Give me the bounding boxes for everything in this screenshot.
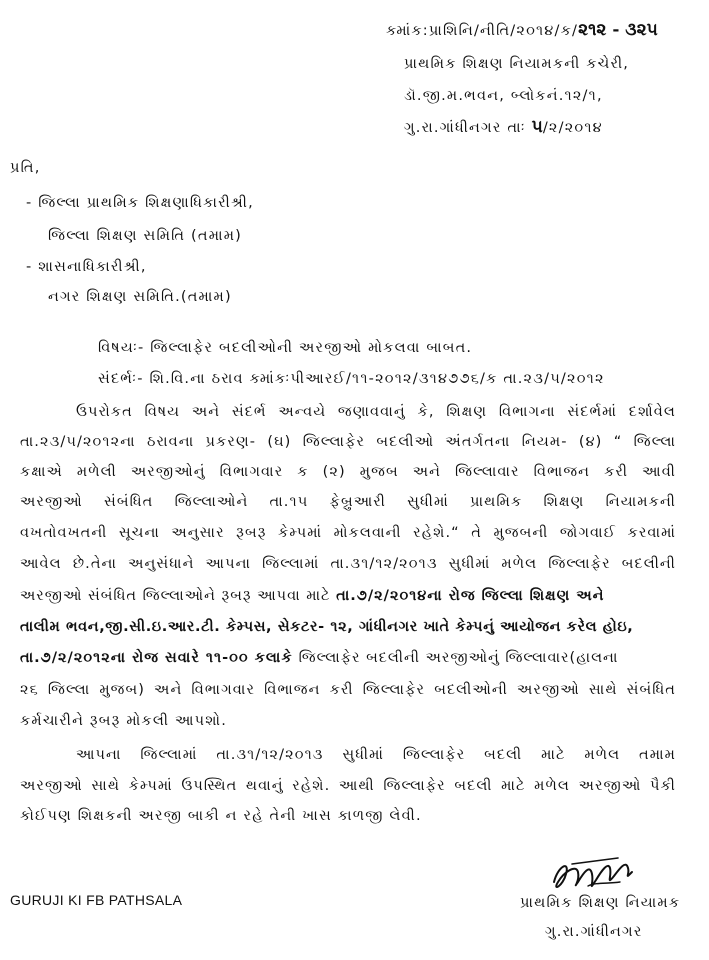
office-address: ડૉ.જી.મ.ભવન, બ્લોકનં.૧૨/૧,: [404, 88, 603, 104]
paragraph-1-line-7: [20, 586, 604, 606]
reference-line: સંદર્ભઃ- શિ.વિ.ના ઠરાવ ક્માંકઃપીઆરઈ/૧૧-૨૦૧૨/૩૧૪૭૭૬/ક તા.૨૩/૫/૨૦૧૨: [98, 371, 605, 387]
recipient-line-2: જિલ્લા શિક્ષણ સમિતિ (તમામ): [48, 228, 243, 244]
recipient-line-3: - શાસનાધિકારીશ્રી,: [26, 259, 147, 275]
paragraph-1-line-6: આવેલ છે.તેના અનુસંધાને આપના જિલ્લામાં તા.૩૧/૧૨/૨૦૧૩ સુધીમાં મળેલ જિલ્લાફેર બદલીની: [20, 556, 676, 572]
paragraph-2-line-3: કોઈપણ શિક્ષકની અરજી બાકી ન રહે તેની ખાસ કાળજી લેવી.: [20, 808, 422, 824]
line-7-regular: અરજીઓ સંબંધિત જિલ્લાઓને રૂબરૂ આપવા માટે: [20, 588, 337, 604]
paragraph-2-line-1: આપના જિલ્લામાં તા.૩૧/૧૨/૨૦૧૩ સુધીમાં જિલ્લાફેર બદલી માટે મળેલ તમામ: [76, 747, 676, 763]
reference-handwritten: ૨૧૨ - ૩૨૫: [578, 20, 658, 40]
city-date: [404, 117, 603, 138]
paragraph-1-line-9: [20, 648, 618, 668]
paragraph-1-line-2: તા.૨૩/૫/૨૦૧૨ના ઠરાવના પ્રકરણ- (ઘ) જિલ્લાફેર બદલીઓ અંતર્ગતના નિયમ- (૪) “ જિલ્લા: [20, 434, 676, 450]
reference-prefix: ક્માંક:પ્રાશિનિ/નીતિ/૨૦૧૪/ક/: [386, 23, 579, 39]
reference-number: [386, 20, 658, 41]
subject-line: વિષયઃ- જિલ્લાફેર બદલીઓની અરજીઓ મોકલવા બાબત.: [98, 340, 473, 356]
paragraph-1-line-4: અરજીઓ સંબંધિત જિલ્લાઓને તા.૧૫ ફેબ્રુઆરી સુધીમાં પ્રાથમિક શિક્ષણ નિયામકની: [20, 494, 676, 510]
paragraph-2-line-2: અરજીઓ સાથે કેમ્પમાં ઉપસ્થિત થવાનું રહેશે. આથી જિલ્લાફેર બદલી માટે મળેલ અરજીઓ પૈકી: [20, 778, 676, 794]
signatory-place: ગુ.રા.ગાંધીનગર: [545, 924, 643, 940]
date-suffix: /૨/૨૦૧૪: [542, 120, 603, 136]
signatory-title: પ્રાથમિક શિક્ષણ નિયામક: [520, 895, 681, 911]
line-9-regular: જિલ્લાફેર બદલીની અરજીઓનું જિલ્લાવાર(હાલના: [298, 650, 619, 666]
paragraph-1-line-3: કક્ષાએ મળેલી અરજીઓનું વિભાગવાર ક (૨) મુજબ અને જિલ્લાવાર વિભાજન કરી આવી: [20, 464, 676, 480]
date-handwritten: ૫: [531, 117, 543, 137]
line-9-bold: તા.૭/૨/૨૦૧૨ના રોજ સવારે ૧૧-૦૦ કલાકે: [20, 650, 299, 666]
line-7-bold: તા.૭/૨/૨૦૧૪ના રોજ જિલ્લા શિક્ષણ અને: [336, 588, 605, 604]
watermark-text: GURUJI KI FB PATHSALA: [10, 892, 183, 908]
recipient-line-1: - જિલ્લા પ્રાથમિક શિક્ષણાધિકારીશ્રી,: [26, 195, 254, 211]
to-label: પ્રતિ,: [10, 160, 41, 176]
paragraph-1-line-8: તાલીમ ભવન,જી.સી.ઇ.આર.ટી. કેમ્પસ, સેકટર- ૧૨, ગાંધીનગર ખાતે કેમ્પનું આયોજન કરેલ હોઇ,: [20, 619, 634, 635]
paragraph-1-line-5: વખતોવખતની સૂચના અનુસાર રૂબરૂ કેમ્પમાં મોકલવાની રહેશે.“ તે મુજબની જોગવાઈ કરવામાં: [20, 525, 676, 541]
city-date-prefix: ગુ.રા.ગાંધીનગર તાઃ: [404, 120, 526, 136]
office-name: પ્રાથમિક શિક્ષણ નિયામકની કચેરી,: [404, 56, 630, 72]
paragraph-1-line-11: કર્મચારીને રૂબરૂ મોકલી આપશો.: [20, 713, 228, 729]
signature-scribble: [548, 852, 640, 898]
paragraph-1-line-10: ૨૬ જિલ્લા મુજબ) અને વિભાગવાર વિભાજન કરી જિલ્લાફેર બદલીઓની અરજીઓ સાથે સંબંધિત: [20, 682, 676, 698]
paragraph-1-line-1: ઉપરોકત વિષય અને સંદર્ભ અન્વયે જણાવવાનું કે, શિક્ષણ વિભાગના સંદર્ભમાં દર્શાવેલ: [76, 404, 676, 420]
recipient-line-4: નગર શિક્ષણ સમિતિ.(તમામ): [48, 289, 232, 305]
